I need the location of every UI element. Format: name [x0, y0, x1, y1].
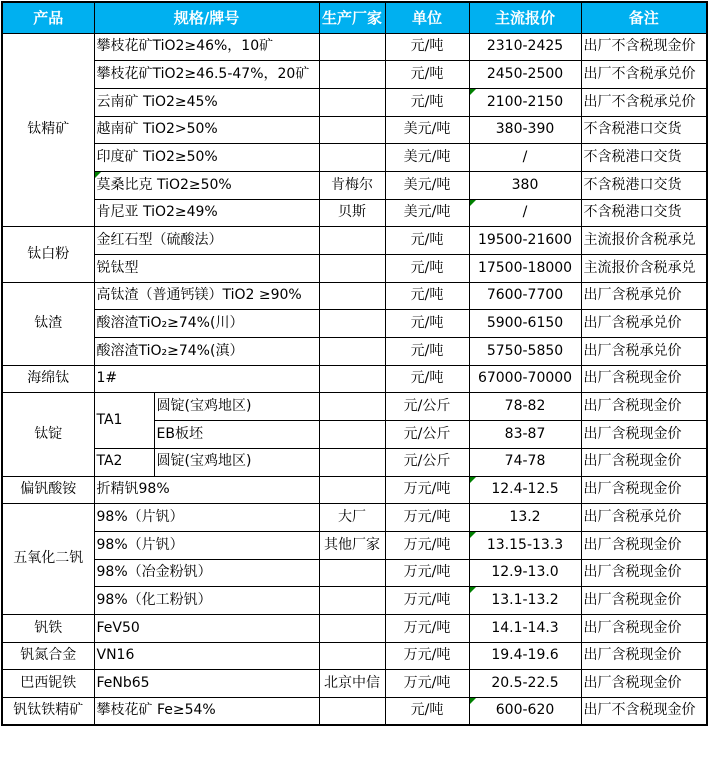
spec-cell: 印度矿 TiO2≥50% [94, 144, 319, 172]
product-cell: 偏钒酸铵 [2, 476, 94, 504]
manufacturer-cell: 肯梅尔 [319, 171, 385, 199]
spec-cell: 折精钒98% [94, 476, 319, 504]
price-cell: 2100-2150 [469, 88, 581, 116]
product-cell: 钒氮合金 [2, 642, 94, 670]
price-cell: 14.1-14.3 [469, 614, 581, 642]
green-corner-marker-icon [470, 89, 476, 95]
manufacturer-cell: 大厂 [319, 504, 385, 532]
manufacturer-cell [319, 476, 385, 504]
table-row [2, 171, 707, 199]
col-header-price: 主流报价 [469, 2, 581, 33]
price-cell: 13.2 [469, 504, 581, 532]
unit-cell: 元/吨 [385, 282, 469, 310]
product-cell: 钛白粉 [2, 227, 94, 282]
manufacturer-cell [319, 559, 385, 587]
note-cell: 不含税港口交货 [581, 144, 707, 172]
manufacturer-cell [319, 116, 385, 144]
note-cell: 出厂含税现金价 [581, 670, 707, 698]
spec-form-cell: 圆锭(宝鸡地区) [154, 393, 319, 421]
unit-cell: 元/吨 [385, 698, 469, 726]
spec-cell: 攀枝花矿 Fe≥54% [94, 698, 319, 726]
unit-cell: 万元/吨 [385, 504, 469, 532]
spec-cell: 金红石型（硫酸法） [94, 227, 319, 255]
spec-cell: 锐钛型 [94, 255, 319, 283]
table-body [2, 33, 707, 725]
spec-cell: 酸溶渣TiO₂≥74%(川） [94, 310, 319, 338]
table-row [2, 88, 707, 116]
green-corner-marker-icon [470, 587, 476, 593]
spec-cell: 98%（冶金粉钒） [94, 559, 319, 587]
price-cell: / [469, 144, 581, 172]
note-cell: 出厂含税现金价 [581, 587, 707, 615]
spec-grade-cell: TA2 [94, 448, 154, 476]
price-cell: 13.1-13.2 [469, 587, 581, 615]
table-row [2, 614, 707, 642]
table-row [2, 393, 707, 421]
price-table [1, 1, 708, 726]
table-row [2, 365, 707, 393]
note-cell: 不含税港口交货 [581, 171, 707, 199]
manufacturer-cell [319, 448, 385, 476]
spec-cell: VN16 [94, 642, 319, 670]
unit-cell: 元/公斤 [385, 421, 469, 449]
note-cell: 出厂含税承兑价 [581, 338, 707, 366]
col-header-spec: 规格/牌号 [94, 2, 319, 33]
note-cell: 出厂含税现金价 [581, 365, 707, 393]
price-cell: 12.4-12.5 [469, 476, 581, 504]
price-cell: 12.9-13.0 [469, 559, 581, 587]
price-cell: 19.4-19.6 [469, 642, 581, 670]
unit-cell: 美元/吨 [385, 144, 469, 172]
manufacturer-cell [319, 282, 385, 310]
manufacturer-cell: 贝斯 [319, 199, 385, 227]
unit-cell: 元/吨 [385, 61, 469, 89]
table-row [2, 642, 707, 670]
note-cell: 出厂不含税承兑价 [581, 61, 707, 89]
price-cell: 380 [469, 171, 581, 199]
unit-cell: 元/吨 [385, 88, 469, 116]
col-header-product: 产品 [2, 2, 94, 33]
unit-cell: 元/公斤 [385, 448, 469, 476]
unit-cell: 万元/吨 [385, 559, 469, 587]
note-cell: 主流报价含税承兑 [581, 227, 707, 255]
price-cell: 2450-2500 [469, 61, 581, 89]
spec-cell: 莫桑比克 TiO2≥50% [94, 171, 319, 199]
spec-cell: 98%（片钒） [94, 531, 319, 559]
green-corner-marker-icon [470, 698, 476, 704]
unit-cell: 元/公斤 [385, 393, 469, 421]
table-row [2, 144, 707, 172]
note-cell: 不含税港口交货 [581, 116, 707, 144]
manufacturer-cell [319, 33, 385, 61]
table-row [2, 282, 707, 310]
spec-cell: 高钛渣（普通钙镁）TiO2 ≥90% [94, 282, 319, 310]
note-cell: 出厂不含税承兑价 [581, 88, 707, 116]
spec-cell: FeNb65 [94, 670, 319, 698]
unit-cell: 元/吨 [385, 310, 469, 338]
table-row [2, 504, 707, 532]
table-row [2, 448, 707, 476]
unit-cell: 美元/吨 [385, 171, 469, 199]
note-cell: 出厂含税承兑价 [581, 504, 707, 532]
table-row [2, 698, 707, 726]
unit-cell: 元/吨 [385, 227, 469, 255]
price-cell: 20.5-22.5 [469, 670, 581, 698]
manufacturer-cell [319, 642, 385, 670]
table-row [2, 338, 707, 366]
price-cell: 17500-18000 [469, 255, 581, 283]
price-cell: 74-78 [469, 448, 581, 476]
note-cell: 出厂含税现金价 [581, 614, 707, 642]
green-corner-marker-icon [95, 172, 101, 178]
green-corner-marker-icon [470, 200, 476, 206]
note-cell: 出厂含税现金价 [581, 448, 707, 476]
unit-cell: 万元/吨 [385, 614, 469, 642]
spec-cell: 98%（化工粉钒） [94, 587, 319, 615]
product-cell: 钒铁 [2, 614, 94, 642]
price-cell: 5900-6150 [469, 310, 581, 338]
spec-form-cell: 圆锭(宝鸡地区) [154, 448, 319, 476]
price-cell: 67000-70000 [469, 365, 581, 393]
unit-cell: 万元/吨 [385, 531, 469, 559]
table-header [2, 2, 707, 33]
spec-cell: 98%（片钒） [94, 504, 319, 532]
spec-cell: 肯尼亚 TiO2≥49% [94, 199, 319, 227]
unit-cell: 元/吨 [385, 338, 469, 366]
table-row [2, 531, 707, 559]
spec-cell: 1# [94, 365, 319, 393]
unit-cell: 美元/吨 [385, 116, 469, 144]
spec-cell: 攀枝花矿TiO2≥46%，10矿 [94, 33, 319, 61]
manufacturer-cell [319, 255, 385, 283]
spec-cell: 攀枝花矿TiO2≥46.5-47%，20矿 [94, 61, 319, 89]
unit-cell: 万元/吨 [385, 642, 469, 670]
spec-cell: 越南矿 TiO2>50% [94, 116, 319, 144]
product-cell: 海绵钛 [2, 365, 94, 393]
product-cell: 钛锭 [2, 393, 94, 476]
table-row [2, 33, 707, 61]
header-row [2, 2, 707, 33]
price-cell: 5750-5850 [469, 338, 581, 366]
manufacturer-cell [319, 421, 385, 449]
col-header-note: 备注 [581, 2, 707, 33]
unit-cell: 万元/吨 [385, 670, 469, 698]
manufacturer-cell [319, 698, 385, 726]
note-cell: 出厂不含税现金价 [581, 33, 707, 61]
note-cell: 出厂含税现金价 [581, 531, 707, 559]
price-cell: 83-87 [469, 421, 581, 449]
note-cell: 出厂含税现金价 [581, 421, 707, 449]
table-row [2, 310, 707, 338]
unit-cell: 元/吨 [385, 365, 469, 393]
manufacturer-cell [319, 393, 385, 421]
price-cell: 7600-7700 [469, 282, 581, 310]
spec-form-cell: EB板坯 [154, 421, 319, 449]
table-row [2, 670, 707, 698]
table-row [2, 227, 707, 255]
note-cell: 出厂含税承兑价 [581, 282, 707, 310]
price-cell: 13.15-13.3 [469, 531, 581, 559]
manufacturer-cell [319, 144, 385, 172]
col-header-manufacturer: 生产厂家 [319, 2, 385, 33]
spec-cell: 酸溶渣TiO₂≥74%(滇） [94, 338, 319, 366]
manufacturer-cell [319, 61, 385, 89]
note-cell: 主流报价含税承兑 [581, 255, 707, 283]
table-row [2, 61, 707, 89]
price-cell: 600-620 [469, 698, 581, 726]
note-cell: 出厂含税现金价 [581, 559, 707, 587]
product-cell: 钛精矿 [2, 33, 94, 227]
table-row [2, 587, 707, 615]
spec-cell: 云南矿 TiO2≥45% [94, 88, 319, 116]
price-cell: 78-82 [469, 393, 581, 421]
note-cell: 不含税港口交货 [581, 199, 707, 227]
green-corner-marker-icon [470, 532, 476, 538]
product-cell: 巴西铌铁 [2, 670, 94, 698]
green-corner-marker-icon [470, 477, 476, 483]
manufacturer-cell [319, 614, 385, 642]
manufacturer-cell [319, 88, 385, 116]
manufacturer-cell [319, 310, 385, 338]
price-cell: 2310-2425 [469, 33, 581, 61]
unit-cell: 元/吨 [385, 255, 469, 283]
table-row [2, 559, 707, 587]
table-row [2, 199, 707, 227]
unit-cell: 元/吨 [385, 33, 469, 61]
manufacturer-cell: 北京中信 [319, 670, 385, 698]
manufacturer-cell [319, 365, 385, 393]
table-row [2, 476, 707, 504]
unit-cell: 美元/吨 [385, 199, 469, 227]
note-cell: 出厂含税现金价 [581, 642, 707, 670]
spec-cell: FeV50 [94, 614, 319, 642]
price-cell: 19500-21600 [469, 227, 581, 255]
table-row [2, 255, 707, 283]
manufacturer-cell [319, 587, 385, 615]
price-cell: / [469, 199, 581, 227]
note-cell: 出厂不含税现金价 [581, 698, 707, 726]
unit-cell: 万元/吨 [385, 587, 469, 615]
col-header-unit: 单位 [385, 2, 469, 33]
note-cell: 出厂含税承兑价 [581, 310, 707, 338]
spec-grade-cell: TA1 [94, 393, 154, 448]
manufacturer-cell [319, 338, 385, 366]
unit-cell: 万元/吨 [385, 476, 469, 504]
table-row [2, 116, 707, 144]
note-cell: 出厂含税现金价 [581, 393, 707, 421]
note-cell: 出厂含税现金价 [581, 476, 707, 504]
manufacturer-cell: 其他厂家 [319, 531, 385, 559]
product-cell: 钛渣 [2, 282, 94, 365]
price-cell: 380-390 [469, 116, 581, 144]
product-cell: 钒钛铁精矿 [2, 698, 94, 726]
product-cell: 五氧化二钒 [2, 504, 94, 615]
manufacturer-cell [319, 227, 385, 255]
